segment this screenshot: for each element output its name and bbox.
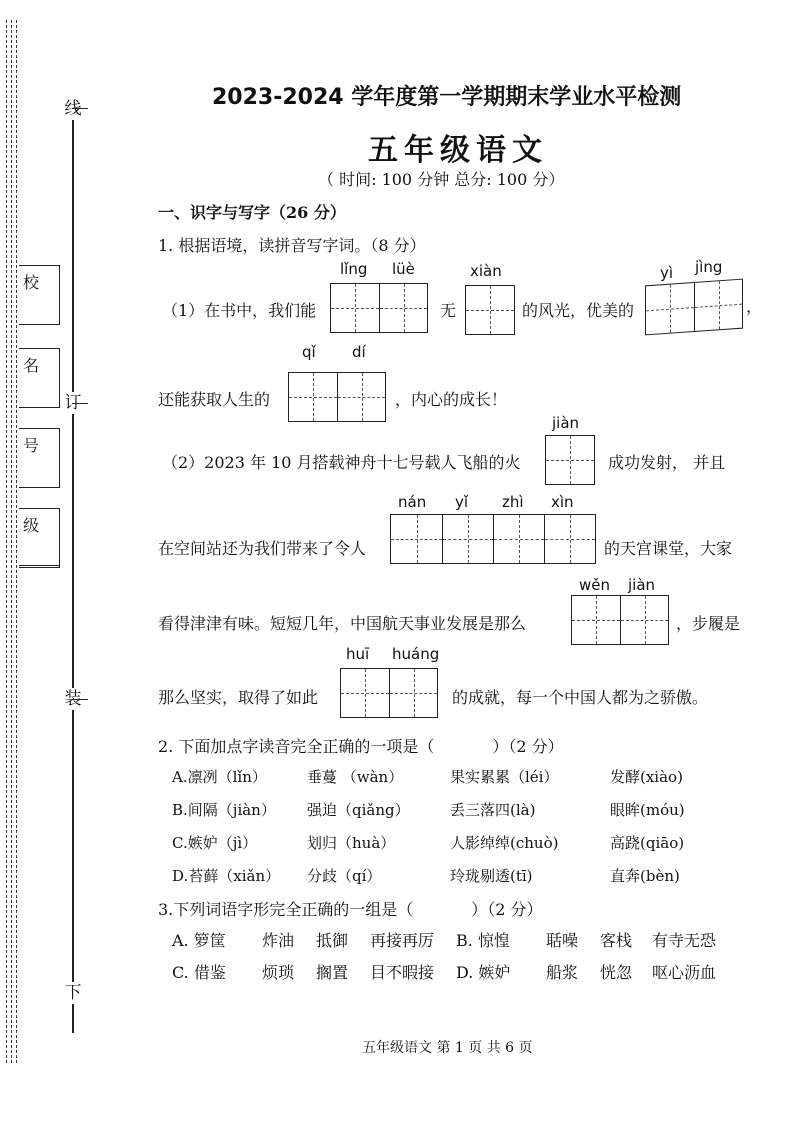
answer-grid-wenjian[interactable] — [571, 595, 669, 645]
pinyin-xin: xìn — [551, 493, 574, 511]
answer-grid-qidi[interactable] — [288, 372, 386, 422]
school-field[interactable]: 校 — [19, 265, 60, 325]
q2-option-d3: 玲珑剔透(tī) — [450, 867, 533, 885]
pinyin-jian2: jiàn — [628, 576, 656, 594]
q3-option-b[interactable]: B. 惊惶 — [456, 931, 510, 950]
q3-word: 聒噪 — [546, 931, 579, 950]
q3-word: 恍忽 — [600, 963, 633, 982]
page-footer: 五年级语文 第 1 页 共 6 页 — [362, 1040, 533, 1056]
q2-option-a1[interactable]: A.凛冽（lǐn） — [172, 768, 267, 786]
q3-option-d[interactable]: D. 嫉妒 — [456, 963, 511, 982]
q3-word: 抵御 — [316, 931, 349, 950]
q1-prompt: 1. 根据语境，读拼音写字词。（8 分） — [158, 236, 426, 255]
q1-text: 无 — [440, 301, 457, 320]
answer-grid-yijing[interactable] — [645, 279, 743, 336]
q3-word: 客栈 — [600, 931, 633, 950]
q2-option-c4: 高跷(qiāo) — [610, 834, 685, 852]
q2-option-a2: 垂蔓 （wàn） — [307, 768, 404, 786]
pinyin-di: dí — [352, 343, 366, 361]
answer-grid-xian[interactable] — [465, 285, 515, 335]
pinyin-hui: huī — [346, 645, 370, 663]
q1-text: （2）2023 年 10 月搭载神舟十七号载人飞船的火 — [162, 453, 521, 472]
exam-title: 2023-2024 学年度第一学期期末学业水平检测 — [212, 85, 682, 110]
q2-option-b3: 丢三落四(là) — [450, 801, 536, 819]
class-field[interactable]: 级 — [19, 508, 60, 568]
q1-text: ，内心的成长！ — [395, 390, 508, 409]
q1-text: 在空间站还为我们带来了令人 — [158, 539, 367, 558]
q2-option-c2: 划归（huà） — [307, 834, 396, 852]
q3-prompt: 3.下列词语字形完全正确的一组是（ ）（2 分） — [158, 900, 543, 919]
pinyin-yi: yì — [660, 264, 674, 282]
q3-word: 再接再厉 — [370, 931, 435, 950]
q1-text: 的风光，优美的 — [522, 301, 635, 320]
q1-text: 还能获取人生的 — [158, 390, 271, 409]
margin-mark-bind: 订 — [64, 393, 82, 413]
margin-mark-line: 线 — [64, 99, 82, 119]
q2-option-d4: 直奔(bèn) — [610, 867, 680, 885]
q3-word: 烦琐 — [262, 963, 295, 982]
pinyin-huang: huáng — [392, 645, 440, 663]
q3-word: 搁置 — [316, 963, 349, 982]
pinyin-lue: lüè — [392, 260, 415, 278]
answer-grid-jian[interactable] — [545, 435, 595, 485]
margin-mark-staple: 装 — [64, 689, 82, 709]
q2-option-a3: 果实累累（léi） — [450, 768, 559, 786]
answer-grid-huihuang[interactable] — [340, 668, 438, 718]
q1-text: ，步履是 — [676, 614, 741, 633]
pinyin-zhi: zhì — [502, 493, 524, 511]
margin-mark-down: 下 — [64, 983, 82, 1003]
time-info: （ 时间: 100 分钟 总分: 100 分） — [318, 170, 565, 189]
number-field[interactable]: 号 — [19, 428, 60, 488]
pinyin-jian: jiàn — [552, 414, 580, 432]
pinyin-jing: jìng — [695, 258, 723, 276]
subject-title: 五年级语文 — [368, 133, 548, 168]
q2-option-c3: 人影绰绰(chuò) — [450, 834, 559, 852]
pinyin-wen: wěn — [579, 576, 611, 594]
q2-option-a4: 发酵(xiào) — [610, 768, 683, 786]
pinyin-nan: nán — [398, 493, 427, 511]
q3-word: 炸油 — [262, 931, 295, 950]
q2-option-d1[interactable]: D.苔藓（xiǎn） — [172, 867, 281, 885]
q1-text: 看得津津有味。短短几年，中国航天事业发展是那么 — [158, 614, 527, 633]
q1-text: 那么坚实，取得了如此 — [158, 688, 319, 707]
q2-prompt: 2. 下面加点字读音完全正确的一项是（ ）（2 分） — [158, 737, 564, 756]
answer-grid-nanyizhixin[interactable] — [390, 514, 596, 564]
q2-option-b2: 强迫（qiǎng） — [307, 801, 410, 819]
section-heading: 一、识字与写字（26 分） — [158, 203, 346, 222]
q1-text: （1）在书中，我们能 — [162, 301, 317, 320]
q3-word: 目不暇接 — [370, 963, 435, 982]
q1-text: 的成就，每一个中国人都为之骄傲。 — [452, 688, 709, 707]
q3-word: 有寺无恐 — [652, 931, 717, 950]
q2-option-d2: 分歧（qí） — [307, 867, 382, 885]
q2-option-b1[interactable]: B.间隔（jiàn） — [172, 801, 276, 819]
pinyin-xian: xiàn — [470, 262, 502, 280]
pinyin-qi: qǐ — [302, 343, 316, 361]
q1-text: ， — [746, 297, 763, 316]
pinyin-ling: lǐng — [340, 260, 368, 278]
q1-text: 成功发射， 并且 — [608, 453, 726, 472]
q3-option-a[interactable]: A. 箩筐 — [172, 931, 226, 950]
q1-text: 的天宫课堂，大家 — [604, 539, 733, 558]
q2-option-b4: 眼眸(móu) — [610, 801, 685, 819]
answer-grid-lingle[interactable] — [330, 283, 428, 333]
q3-word: 船浆 — [546, 963, 579, 982]
q3-word: 呕心沥血 — [652, 963, 717, 982]
q2-option-c1[interactable]: C.嫉妒（jì） — [172, 834, 258, 852]
name-field[interactable]: 名 — [19, 348, 60, 408]
pinyin-yi2: yǐ — [455, 493, 469, 511]
q3-option-c[interactable]: C. 借鉴 — [172, 963, 226, 982]
